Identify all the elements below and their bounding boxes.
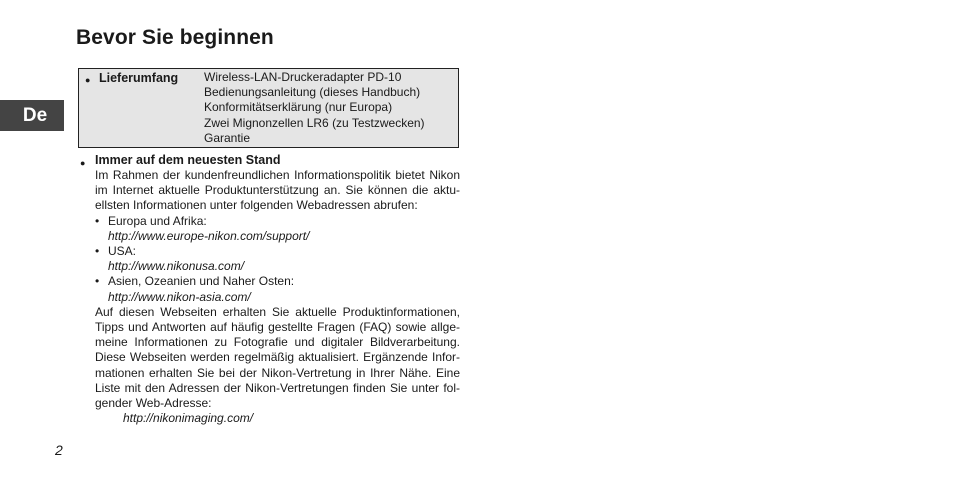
paragraph-line: Diese Webseiten werden regelmäßig aktualisiert. Ergänzende Infor-	[95, 350, 460, 365]
language-tab: De	[0, 100, 64, 131]
paragraph-line: gender Web-Adresse:	[95, 396, 212, 411]
region-item	[95, 244, 460, 259]
region-name: Europa und Afrika:	[108, 213, 207, 228]
paragraph-line: im Internet aktuelle Produktunterstützung an. Sie können die aktu-	[95, 183, 460, 198]
contents-box	[78, 68, 459, 148]
bullet-icon: •	[95, 213, 100, 228]
page-number: 2	[55, 442, 63, 458]
nikonimaging-url-link[interactable]: http://nikonimaging.com/	[123, 411, 254, 426]
region-url-link[interactable]: http://www.europe-nikon.com/support/	[108, 228, 310, 243]
paragraph-line: mationen erhalten Sie bei der Nikon-Vertretung in Ihrer Nähe. Eine	[95, 365, 460, 380]
contents-label: Lieferumfang	[99, 71, 179, 85]
list-item: Zwei Mignonzellen LR6 (zu Testzwecken)	[204, 115, 425, 130]
section-body	[95, 168, 460, 426]
region-url-link[interactable]: http://www.nikonusa.com/	[108, 259, 245, 274]
paragraph-line: meine Informationen zu Fotografie und digitaler Bildverarbeitung.	[95, 335, 460, 350]
paragraph-line: Auf diesen Webseiten erhalten Sie aktuelle Produktinformationen,	[95, 304, 460, 319]
region-url-link[interactable]: http://www.nikon-asia.com/	[108, 289, 251, 304]
region-item	[95, 214, 460, 229]
contents-list	[204, 70, 425, 146]
bullet-icon: ●	[80, 158, 86, 168]
list-item: Bedienungsanleitung (dieses Handbuch)	[204, 85, 421, 100]
page-title: Bevor Sie beginnen	[76, 26, 274, 49]
list-item: Wireless-LAN-Druckeradapter PD-10	[204, 70, 402, 84]
paragraph-line: Liste mit den Adressen der Nikon-Vertretungen finden Sie unter fol-	[95, 380, 460, 395]
paragraph-line: ellsten Informationen unter folgenden Webadressen abrufen:	[95, 198, 418, 213]
bullet-icon: ●	[85, 75, 91, 85]
bullet-icon: •	[95, 274, 100, 289]
bullet-icon: •	[95, 244, 100, 259]
paragraph-line: Im Rahmen der kundenfreundlichen Informationspolitik bietet Nikon	[95, 168, 460, 182]
region-item	[95, 274, 460, 289]
list-item: Garantie	[204, 130, 251, 145]
paragraph-line: Tipps und Antworten auf häufig gestellte Fragen (FAQ) sowie allge-	[95, 320, 460, 335]
region-name: USA:	[108, 244, 137, 259]
region-name: Asien, Ozeanien und Naher Osten:	[108, 274, 295, 289]
section-heading: Immer auf dem neuesten Stand	[95, 153, 281, 167]
list-item: Konformitätserklärung (nur Europa)	[204, 100, 393, 115]
